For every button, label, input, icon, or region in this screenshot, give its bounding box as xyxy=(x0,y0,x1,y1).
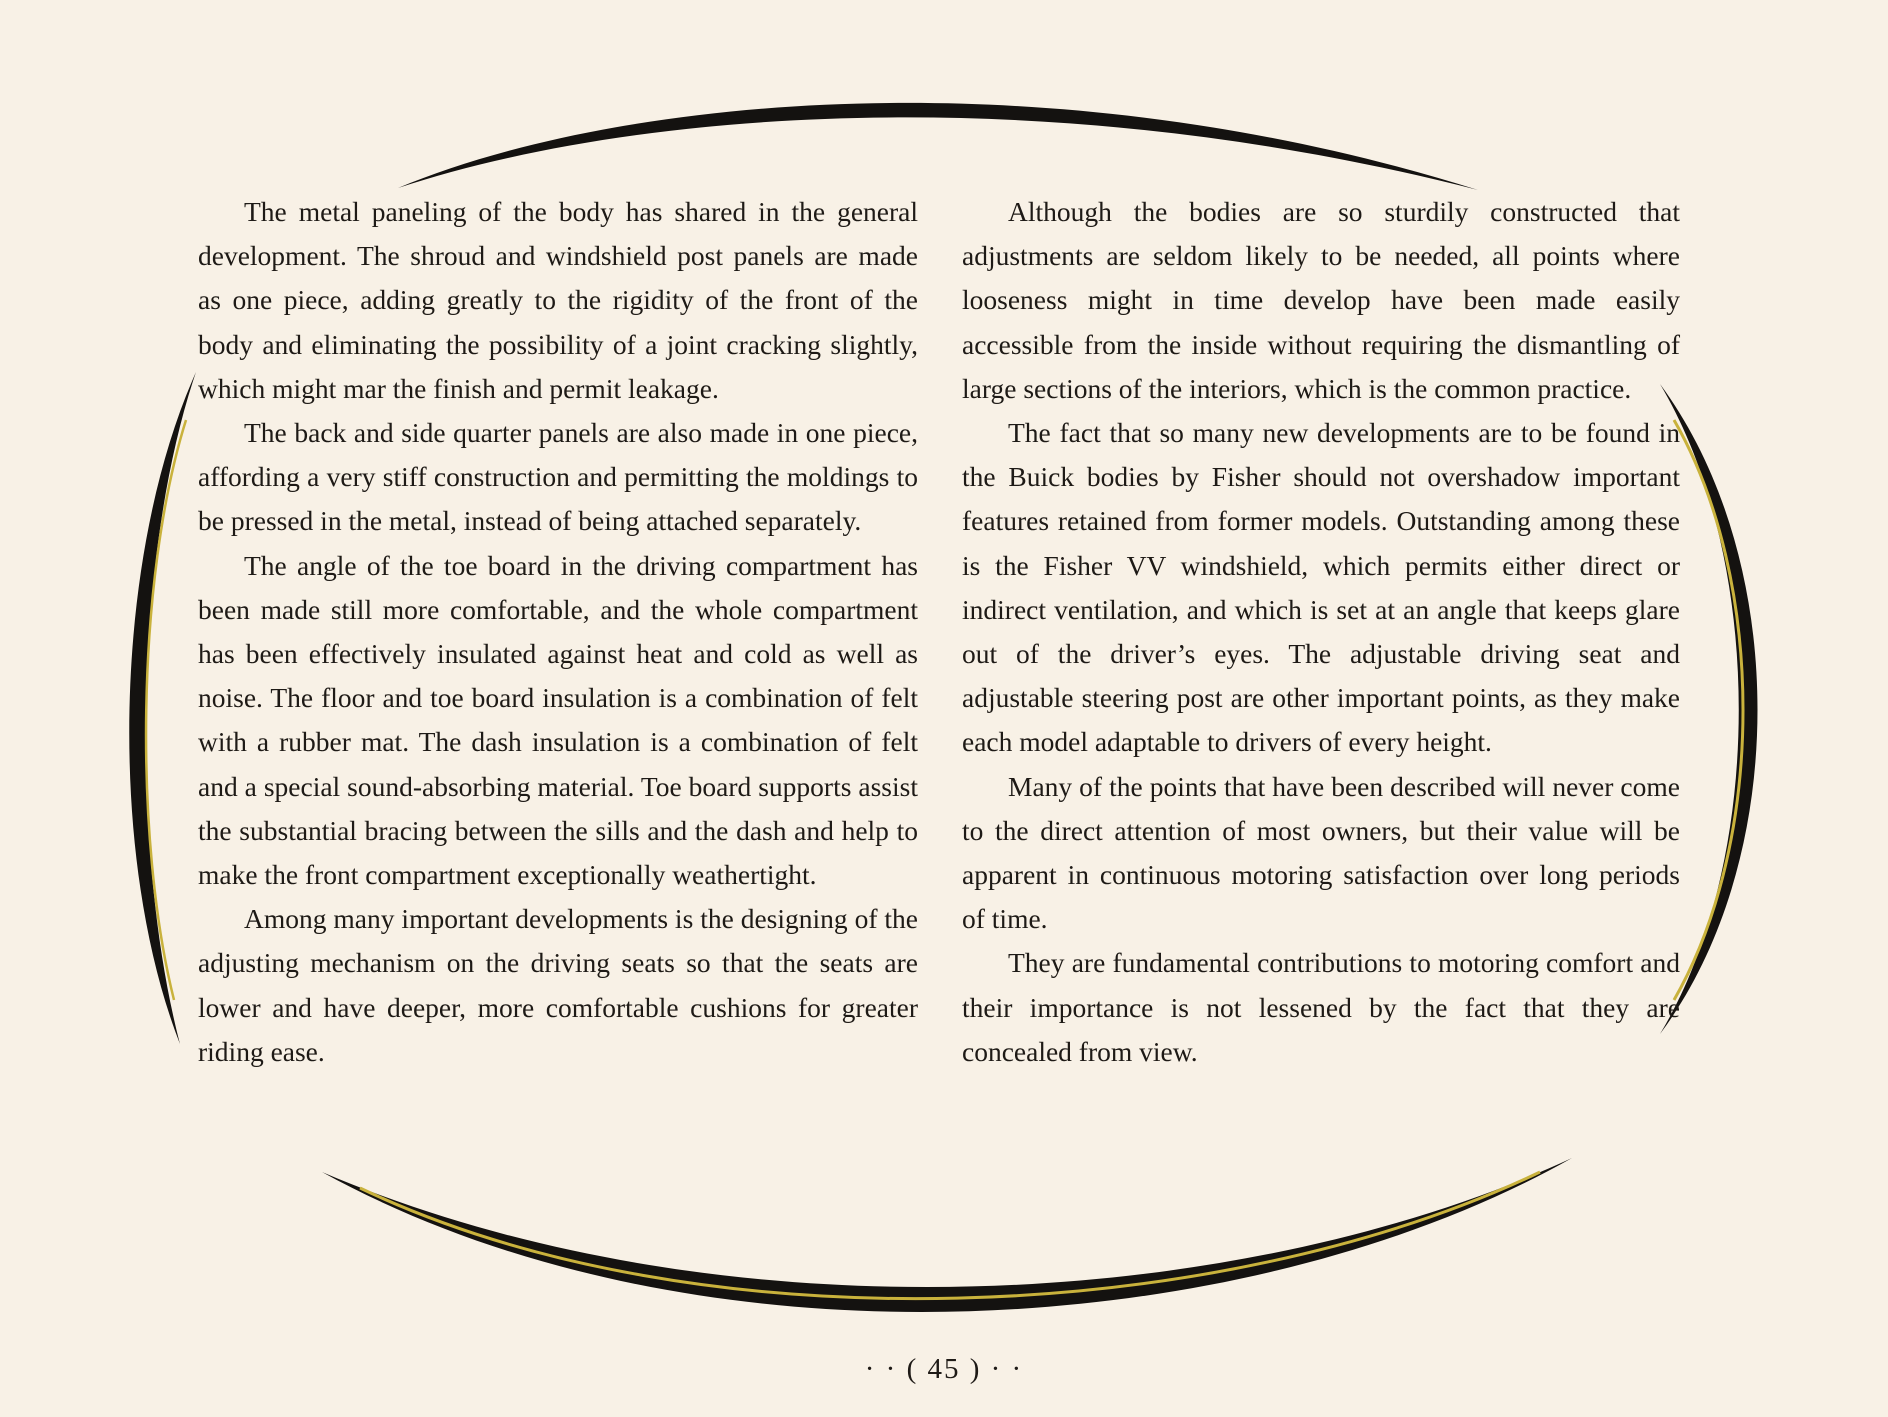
paragraph: They are fundamental contributions to motoring comfort and their importance is not lessened by the fact that they are concealed from view. xyxy=(962,947,1680,1067)
paragraph: The fact that so many new developments are to be found in the Buick bodies by Fisher should not overshadow important features retained from former models. Outstanding among these is the Fisher VV windshield, which permits either direct or indirect ventilation, and which is set at an angle that keeps glare out of the driver’s eyes. The adjustable driving seat and adjustable steering post are other important points, as they make each model adaptable to drivers of every height. xyxy=(962,417,1680,758)
paragraph: The metal paneling of the body has shared in the general development. The shroud and windshield post panels are made as one piece, adding greatly to the rigidity of the front of the body and eliminating the possibility of a joint cracking slightly, which might mar the finish and permit leakage. xyxy=(198,196,918,404)
frame-bottom-arc xyxy=(322,1158,1572,1312)
paragraph: The back and side quarter panels are also made in one piece, affording a very stiff construction and permitting the moldings to be pressed in the metal, instead of being attached separately. xyxy=(198,417,918,537)
paragraph: The angle of the toe board in the driving compartment has been made still more comfortable, and the whole compartment has been effectively insulated against heat and cold as well as noise. The floor and toe board insulation is a combination of felt with a rubber mat. The dash insulation is a combination of felt and a special sound-absorbing material. Toe board supports assist the substantial bracing between the sills and the dash and help to make the front compartment exceptionally weathertight. xyxy=(198,549,918,891)
left-text-column xyxy=(198,190,918,1074)
paragraph: Although the bodies are so sturdily constructed that adjustments are seldom likely to be needed, all points where looseness might in time develop have been made easily accessible from the inside without requiring the dismantling of large sections of the interiors, which is the common practice. xyxy=(962,196,1680,404)
page-number: · · ( 45 ) · · xyxy=(864,1353,1024,1385)
paragraph: Many of the points that have been described will never come to the direct attention of most owners, but their value will be apparent in continuous motoring satisfaction over long periods of time. xyxy=(962,770,1680,935)
paragraph: Among many important developments is the designing of the adjusting mechanism on the driving seats so that the seats are lower and have deeper, more comfortable cushions for greater riding ease. xyxy=(198,903,918,1067)
frame-right-accent xyxy=(1674,420,1743,1000)
right-text-column xyxy=(962,190,1680,1074)
frame-top-arc xyxy=(398,103,1478,190)
